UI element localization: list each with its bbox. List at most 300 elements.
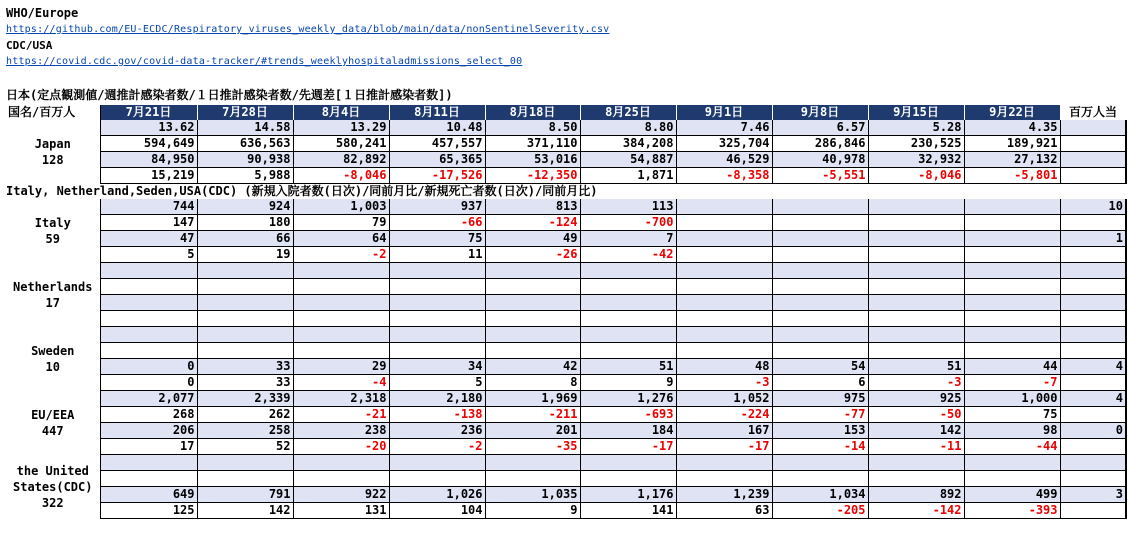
table-cell[interactable]: [293, 455, 389, 471]
table-cell[interactable]: 113: [580, 199, 676, 215]
table-cell[interactable]: [964, 215, 1060, 231]
table-cell[interactable]: [676, 231, 772, 247]
table-cell[interactable]: 1,003: [293, 199, 389, 215]
table-cell[interactable]: 17: [100, 439, 197, 455]
table-cell[interactable]: 5,988: [197, 168, 293, 184]
table-cell[interactable]: [772, 471, 868, 487]
country-population: 59: [45, 231, 60, 246]
per-million-cell[interactable]: [1060, 152, 1126, 168]
table-cell[interactable]: [676, 295, 772, 311]
table-cell[interactable]: 744: [100, 199, 197, 215]
header-per-million[interactable]: 百万人当: [1060, 105, 1126, 120]
table-cell[interactable]: -50: [868, 407, 964, 423]
table-cell[interactable]: [389, 471, 485, 487]
table-cell[interactable]: [197, 279, 293, 295]
table-cell[interactable]: 925: [868, 391, 964, 407]
table-cell[interactable]: [964, 199, 1060, 215]
table-cell[interactable]: [676, 247, 772, 263]
table-cell[interactable]: 0: [100, 375, 197, 391]
table-cell[interactable]: [580, 343, 676, 359]
table-cell[interactable]: 975: [772, 391, 868, 407]
table-cell[interactable]: [485, 295, 580, 311]
table-cell[interactable]: [676, 199, 772, 215]
per-million-cell[interactable]: [1060, 343, 1126, 359]
table-cell[interactable]: -11: [868, 439, 964, 455]
header-date[interactable]: 9月1日: [676, 105, 772, 120]
per-million-cell[interactable]: [1060, 375, 1126, 391]
table-cell[interactable]: -138: [389, 407, 485, 423]
table-cell[interactable]: 813: [485, 199, 580, 215]
table-cell[interactable]: 8: [485, 375, 580, 391]
table-cell[interactable]: [772, 263, 868, 279]
table-cell[interactable]: [964, 471, 1060, 487]
table-cell[interactable]: [197, 455, 293, 471]
table-cell[interactable]: 8.80: [580, 120, 676, 136]
table-row: [6, 168, 1126, 184]
who-link[interactable]: https://github.com/EU-ECDC/Respiratory_viruses_weekly_data/blob/main/data/nonSentinelSeverity.csv: [6, 24, 610, 35]
table-cell[interactable]: 499: [964, 487, 1060, 503]
table-cell[interactable]: 5: [100, 247, 197, 263]
table-cell[interactable]: 147: [100, 215, 197, 231]
table-cell[interactable]: [197, 327, 293, 343]
table-cell[interactable]: 40,978: [772, 152, 868, 168]
table-cell[interactable]: [676, 263, 772, 279]
country-label: [6, 391, 100, 455]
table-cell[interactable]: [100, 327, 197, 343]
table-row: [6, 120, 1126, 136]
table-cell[interactable]: 27,132: [964, 152, 1060, 168]
table-cell[interactable]: 52: [197, 439, 293, 455]
table-cell[interactable]: -124: [485, 215, 580, 231]
table-cell[interactable]: -393: [964, 503, 1060, 519]
table-cell[interactable]: 1,871: [580, 168, 676, 184]
table-cell[interactable]: [197, 343, 293, 359]
table-cell[interactable]: -14: [772, 439, 868, 455]
country-name: the United States(CDC): [13, 463, 93, 494]
table-cell[interactable]: 153: [772, 423, 868, 439]
table-cell[interactable]: 180: [197, 215, 293, 231]
per-million-cell[interactable]: [1060, 168, 1126, 184]
table-cell[interactable]: [964, 279, 1060, 295]
header-date[interactable]: 7月21日: [100, 105, 197, 120]
table-cell[interactable]: 206: [100, 423, 197, 439]
per-million-cell[interactable]: 3: [1060, 487, 1126, 503]
table-cell[interactable]: 48: [676, 359, 772, 375]
table-cell[interactable]: 636,563: [197, 136, 293, 152]
table-cell[interactable]: [293, 263, 389, 279]
table-cell[interactable]: 1,026: [389, 487, 485, 503]
table-cell[interactable]: 13.62: [100, 120, 197, 136]
table-cell[interactable]: 54: [772, 359, 868, 375]
table-cell[interactable]: -2: [293, 247, 389, 263]
table-cell[interactable]: 54,887: [580, 152, 676, 168]
table-cell[interactable]: -3: [868, 375, 964, 391]
table-cell[interactable]: -17,526: [389, 168, 485, 184]
table-cell[interactable]: 42: [485, 359, 580, 375]
table-cell[interactable]: [580, 455, 676, 471]
table-cell[interactable]: [580, 279, 676, 295]
per-million-cell[interactable]: [1060, 455, 1126, 471]
table-cell[interactable]: [868, 343, 964, 359]
table-cell[interactable]: 1,239: [676, 487, 772, 503]
table-cell[interactable]: [868, 247, 964, 263]
table-cell[interactable]: [485, 343, 580, 359]
header-row: [6, 105, 1126, 120]
table-cell[interactable]: 2,339: [197, 391, 293, 407]
table-cell[interactable]: 33: [197, 375, 293, 391]
table-cell[interactable]: 1,276: [580, 391, 676, 407]
table-row: [6, 295, 1126, 311]
table-cell[interactable]: 142: [197, 503, 293, 519]
table-cell[interactable]: 142: [868, 423, 964, 439]
table-cell[interactable]: [580, 263, 676, 279]
table-cell[interactable]: 66: [197, 231, 293, 247]
table-cell[interactable]: 6.57: [772, 120, 868, 136]
table-cell[interactable]: 2,180: [389, 391, 485, 407]
table-cell[interactable]: [389, 455, 485, 471]
table-cell[interactable]: 98: [964, 423, 1060, 439]
per-million-cell[interactable]: [1060, 295, 1126, 311]
table-cell[interactable]: 8.50: [485, 120, 580, 136]
table-cell[interactable]: 79: [293, 215, 389, 231]
data-table: [6, 105, 1127, 519]
table-cell[interactable]: 64: [293, 231, 389, 247]
header-date[interactable]: 9月15日: [868, 105, 964, 120]
table-cell[interactable]: 1,035: [485, 487, 580, 503]
per-million-cell[interactable]: [1060, 263, 1126, 279]
table-cell[interactable]: -42: [580, 247, 676, 263]
table-cell[interactable]: [485, 471, 580, 487]
table-cell[interactable]: [100, 295, 197, 311]
table-cell[interactable]: 141: [580, 503, 676, 519]
table-cell[interactable]: 371,110: [485, 136, 580, 152]
country-label: [6, 199, 100, 263]
table-cell[interactable]: 63: [676, 503, 772, 519]
table-cell[interactable]: [197, 295, 293, 311]
table-cell[interactable]: -44: [964, 439, 1060, 455]
country-population: 10: [45, 359, 60, 374]
table-cell[interactable]: 75: [389, 231, 485, 247]
table-cell[interactable]: 384,208: [580, 136, 676, 152]
per-million-cell[interactable]: [1060, 503, 1126, 519]
cdc-link[interactable]: https://covid.cdc.gov/covid-data-tracker/#trends_weeklyhospitaladmissions_select_00: [6, 56, 523, 67]
table-cell[interactable]: 580,241: [293, 136, 389, 152]
table-cell[interactable]: -142: [868, 503, 964, 519]
table-cell[interactable]: [293, 327, 389, 343]
per-million-cell[interactable]: [1060, 247, 1126, 263]
table-cell[interactable]: 47: [100, 231, 197, 247]
table-cell[interactable]: 230,525: [868, 136, 964, 152]
table-cell[interactable]: [772, 215, 868, 231]
table-cell[interactable]: 201: [485, 423, 580, 439]
per-million-cell[interactable]: 4: [1060, 359, 1126, 375]
header-date[interactable]: 8月4日: [293, 105, 389, 120]
table-cell[interactable]: 892: [868, 487, 964, 503]
table-cell[interactable]: [772, 247, 868, 263]
table-cell[interactable]: 51: [580, 359, 676, 375]
table-cell[interactable]: 0: [100, 359, 197, 375]
table-row: [6, 152, 1126, 168]
table-cell[interactable]: [868, 279, 964, 295]
table-cell[interactable]: -17: [580, 439, 676, 455]
table-cell[interactable]: 2,077: [100, 391, 197, 407]
table-cell[interactable]: 10.48: [389, 120, 485, 136]
table-cell[interactable]: 44: [964, 359, 1060, 375]
table-cell[interactable]: -12,350: [485, 168, 580, 184]
table-cell[interactable]: [293, 311, 389, 327]
table-cell[interactable]: [676, 327, 772, 343]
table-cell[interactable]: [676, 215, 772, 231]
table-cell[interactable]: 14.58: [197, 120, 293, 136]
table-cell[interactable]: 9: [580, 375, 676, 391]
table-cell[interactable]: 84,950: [100, 152, 197, 168]
table-cell[interactable]: [676, 343, 772, 359]
table-cell[interactable]: 104: [389, 503, 485, 519]
per-million-cell[interactable]: 4: [1060, 391, 1126, 407]
table-cell[interactable]: 457,557: [389, 136, 485, 152]
per-million-cell[interactable]: [1060, 407, 1126, 423]
table-row: [6, 407, 1126, 423]
table-cell[interactable]: -205: [772, 503, 868, 519]
table-cell[interactable]: [100, 471, 197, 487]
table-cell[interactable]: [772, 311, 868, 327]
table-cell[interactable]: [868, 199, 964, 215]
table-cell[interactable]: [676, 311, 772, 327]
table-cell[interactable]: [868, 295, 964, 311]
country-name: Netherlands: [13, 279, 93, 294]
table-cell[interactable]: [197, 311, 293, 327]
table-cell[interactable]: [868, 263, 964, 279]
table-cell[interactable]: -8,046: [868, 168, 964, 184]
table-cell[interactable]: -5,551: [772, 168, 868, 184]
table-cell[interactable]: 236: [389, 423, 485, 439]
table-cell[interactable]: 7.46: [676, 120, 772, 136]
table-cell[interactable]: 7: [580, 231, 676, 247]
table-cell[interactable]: [676, 279, 772, 295]
table-cell[interactable]: -17: [676, 439, 772, 455]
table-cell[interactable]: [676, 455, 772, 471]
table-cell[interactable]: 1,969: [485, 391, 580, 407]
table-cell[interactable]: -5,801: [964, 168, 1060, 184]
header-date[interactable]: 9月8日: [772, 105, 868, 120]
table-cell[interactable]: [389, 311, 485, 327]
table-cell[interactable]: [868, 471, 964, 487]
header-date[interactable]: 7月28日: [197, 105, 293, 120]
table-cell[interactable]: -224: [676, 407, 772, 423]
table-cell[interactable]: 2,318: [293, 391, 389, 407]
table-cell[interactable]: [485, 279, 580, 295]
country-label: [6, 455, 100, 519]
table-cell[interactable]: 5: [389, 375, 485, 391]
table-cell[interactable]: [580, 327, 676, 343]
table-cell[interactable]: 325,704: [676, 136, 772, 152]
table-cell[interactable]: 937: [389, 199, 485, 215]
table-cell[interactable]: [389, 343, 485, 359]
table-cell[interactable]: [580, 471, 676, 487]
table-cell[interactable]: [389, 327, 485, 343]
table-cell[interactable]: 51: [868, 359, 964, 375]
table-cell[interactable]: [868, 327, 964, 343]
table-cell[interactable]: 90,938: [197, 152, 293, 168]
table-cell[interactable]: [293, 279, 389, 295]
table-cell[interactable]: 65,365: [389, 152, 485, 168]
table-cell[interactable]: [293, 295, 389, 311]
cdc-label: CDC/USA: [6, 39, 53, 52]
table-cell[interactable]: -21: [293, 407, 389, 423]
table-cell[interactable]: -77: [772, 407, 868, 423]
table-cell[interactable]: [485, 311, 580, 327]
table-cell[interactable]: [772, 279, 868, 295]
table-cell[interactable]: 924: [197, 199, 293, 215]
table-cell[interactable]: [772, 199, 868, 215]
table-cell[interactable]: -211: [485, 407, 580, 423]
table-cell[interactable]: 1,034: [772, 487, 868, 503]
table-cell[interactable]: [964, 231, 1060, 247]
table-cell[interactable]: -8,358: [676, 168, 772, 184]
table-cell[interactable]: [389, 279, 485, 295]
country-name: Japan: [34, 136, 71, 151]
table-cell[interactable]: 75: [964, 407, 1060, 423]
per-million-cell[interactable]: 10: [1060, 199, 1126, 215]
table-cell[interactable]: [389, 263, 485, 279]
table-cell[interactable]: [100, 279, 197, 295]
table-cell[interactable]: [100, 263, 197, 279]
table-cell[interactable]: 13.29: [293, 120, 389, 136]
table-cell[interactable]: [676, 471, 772, 487]
table-cell[interactable]: 238: [293, 423, 389, 439]
table-cell[interactable]: -700: [580, 215, 676, 231]
country-population: 322: [41, 495, 64, 510]
table-cell[interactable]: 594,649: [100, 136, 197, 152]
table-cell[interactable]: 82,892: [293, 152, 389, 168]
table-cell[interactable]: 167: [676, 423, 772, 439]
table-cell[interactable]: 49: [485, 231, 580, 247]
table-cell[interactable]: 268: [100, 407, 197, 423]
table-cell[interactable]: [293, 343, 389, 359]
table-cell[interactable]: [293, 471, 389, 487]
table-cell[interactable]: 286,846: [772, 136, 868, 152]
table-cell[interactable]: 649: [100, 487, 197, 503]
header-country-pop[interactable]: 国名/百万人: [6, 105, 100, 120]
table-cell[interactable]: 258: [197, 423, 293, 439]
table-cell[interactable]: [772, 327, 868, 343]
table-cell[interactable]: -35: [485, 439, 580, 455]
table-cell[interactable]: [964, 455, 1060, 471]
table-cell[interactable]: 1,052: [676, 391, 772, 407]
table-cell[interactable]: -693: [580, 407, 676, 423]
per-million-cell[interactable]: [1060, 120, 1126, 136]
table-cell[interactable]: -7: [964, 375, 1060, 391]
table-cell[interactable]: 262: [197, 407, 293, 423]
per-million-cell[interactable]: 1: [1060, 231, 1126, 247]
table-cell[interactable]: [772, 231, 868, 247]
per-million-cell[interactable]: [1060, 311, 1126, 327]
table-cell[interactable]: 1,000: [964, 391, 1060, 407]
table-cell[interactable]: 131: [293, 503, 389, 519]
table-cell[interactable]: [772, 343, 868, 359]
table-cell[interactable]: 46,529: [676, 152, 772, 168]
table-cell[interactable]: 5.28: [868, 120, 964, 136]
table-cell[interactable]: [197, 263, 293, 279]
per-million-cell[interactable]: [1060, 136, 1126, 152]
table-cell[interactable]: [100, 455, 197, 471]
table-cell[interactable]: 184: [580, 423, 676, 439]
table-cell[interactable]: 32,932: [868, 152, 964, 168]
table-cell[interactable]: 29: [293, 359, 389, 375]
table-cell[interactable]: 922: [293, 487, 389, 503]
table-cell[interactable]: [964, 343, 1060, 359]
table-cell[interactable]: [772, 295, 868, 311]
table-cell[interactable]: -20: [293, 439, 389, 455]
table-cell[interactable]: 15,219: [100, 168, 197, 184]
per-million-cell[interactable]: 0: [1060, 423, 1126, 439]
table-cell[interactable]: [964, 311, 1060, 327]
table-cell[interactable]: -3: [676, 375, 772, 391]
table-cell[interactable]: [964, 247, 1060, 263]
table-cell[interactable]: 34: [389, 359, 485, 375]
per-million-cell[interactable]: [1060, 439, 1126, 455]
per-million-cell[interactable]: [1060, 215, 1126, 231]
table-cell[interactable]: [100, 343, 197, 359]
table-cell[interactable]: [580, 311, 676, 327]
table-row: [6, 199, 1126, 215]
table-cell[interactable]: 53,016: [485, 152, 580, 168]
table-row: [6, 231, 1126, 247]
per-million-cell[interactable]: [1060, 327, 1126, 343]
table-cell[interactable]: [485, 455, 580, 471]
table-cell[interactable]: 6: [772, 375, 868, 391]
table-cell[interactable]: [964, 327, 1060, 343]
table-cell[interactable]: [100, 311, 197, 327]
table-cell[interactable]: [580, 295, 676, 311]
table-cell[interactable]: 9: [485, 503, 580, 519]
table-cell[interactable]: 791: [197, 487, 293, 503]
table-cell[interactable]: -26: [485, 247, 580, 263]
table-cell[interactable]: [868, 311, 964, 327]
table-cell[interactable]: -2: [389, 439, 485, 455]
table-cell[interactable]: [868, 231, 964, 247]
table-cell[interactable]: [868, 215, 964, 231]
country-label: [6, 263, 100, 327]
table-cell[interactable]: 1,176: [580, 487, 676, 503]
table-cell[interactable]: 125: [100, 503, 197, 519]
table-cell[interactable]: [772, 455, 868, 471]
table-cell[interactable]: [868, 455, 964, 471]
table-cell[interactable]: [389, 295, 485, 311]
table-cell[interactable]: 11: [389, 247, 485, 263]
table-cell[interactable]: -4: [293, 375, 389, 391]
header-date[interactable]: 8月11日: [389, 105, 485, 120]
per-million-cell[interactable]: [1060, 471, 1126, 487]
per-million-cell[interactable]: [1060, 279, 1126, 295]
table-cell[interactable]: [485, 327, 580, 343]
table-cell[interactable]: -8,046: [293, 168, 389, 184]
table-cell[interactable]: 33: [197, 359, 293, 375]
table-cell[interactable]: 4.35: [964, 120, 1060, 136]
table-cell[interactable]: [197, 471, 293, 487]
table-cell[interactable]: [964, 295, 1060, 311]
table-row: [6, 136, 1126, 152]
table-cell[interactable]: 189,921: [964, 136, 1060, 152]
table-cell[interactable]: 19: [197, 247, 293, 263]
table-cell[interactable]: [485, 263, 580, 279]
header-date[interactable]: 8月18日: [485, 105, 580, 120]
table-cell[interactable]: -66: [389, 215, 485, 231]
table-cell[interactable]: [964, 263, 1060, 279]
header-date[interactable]: 9月22日: [964, 105, 1060, 120]
header-date[interactable]: 8月25日: [580, 105, 676, 120]
table-row: [6, 439, 1126, 455]
